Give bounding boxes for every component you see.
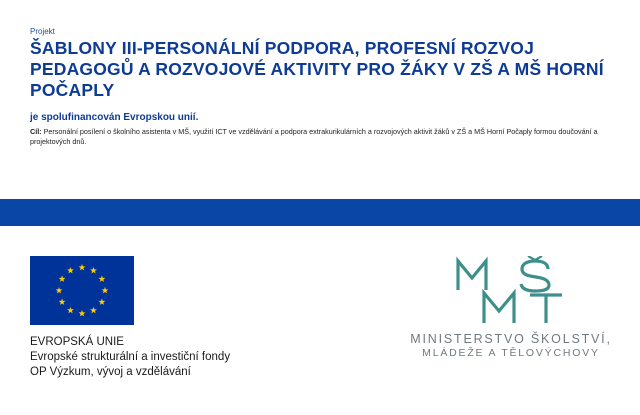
project-title: ŠABLONY III-PERSONÁLNÍ PODPORA, PROFESNÍ ROZVOJ PEDAGOGŮ A ROZVOJOVÉ AKTIVITY PRO ŽÁKY V ZŠ A MŠ HORNÍ POČAPLY [30,38,604,100]
cofinanced-text: je spolufinancován Evropskou unií. [30,112,199,123]
eu-funds: Evropské strukturální a investiční fondy [30,351,231,363]
project-label: Projekt [30,27,55,36]
goal-label: Cíl: [30,127,42,136]
blue-band [0,199,640,226]
eu-flag-icon [30,256,134,325]
ministry-name [400,332,622,359]
msmt-logo [452,256,568,326]
ministry-name-line2: MLÁDEŽE A TĚLOVÝCHOVY [422,347,600,359]
ministry-name-line1: MINISTERSTVO ŠKOLSTVÍ, [410,332,612,346]
goal-text: Personální posílení o školního asistenta v MŠ, využití ICT ve vzdělávání a podpora extrakurikulárních a rozvojových aktivit žáků v ZŠ a MŠ Horní Počaply formou doučování a projektových dnů. [30,127,598,146]
eu-programme: OP Výzkum, vývoj a vzdělávání [30,366,191,378]
project-goal [30,127,605,147]
eu-funding-text [30,335,230,380]
eu-name: EVROPSKÁ UNIE [30,336,124,348]
